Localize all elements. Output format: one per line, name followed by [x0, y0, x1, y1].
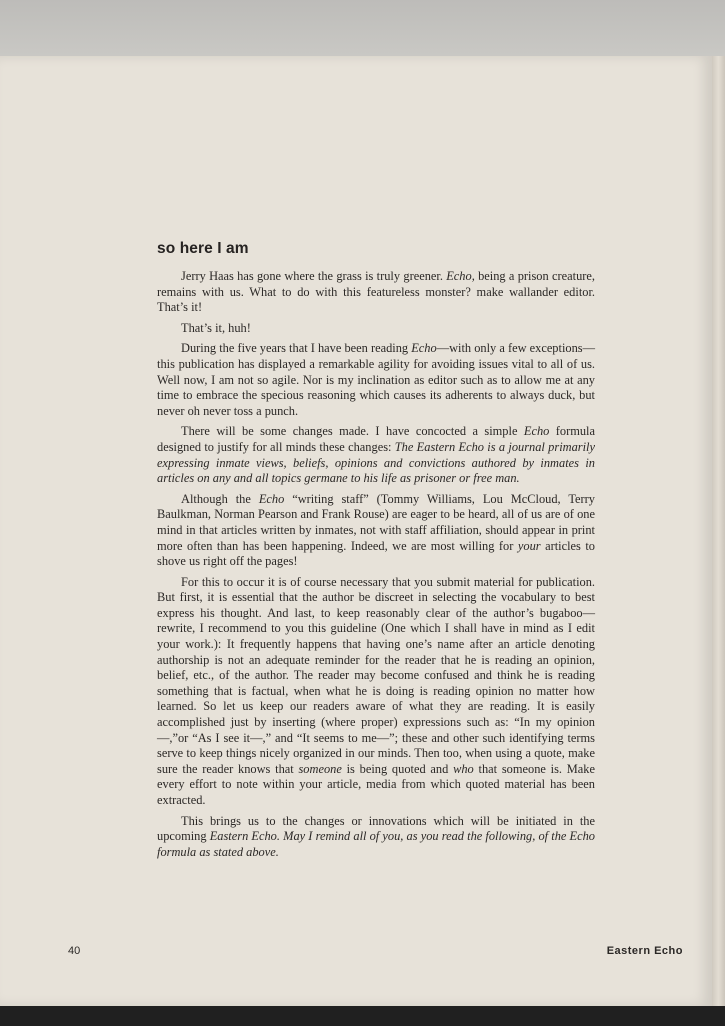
article [157, 240, 595, 865]
article-body [157, 269, 595, 860]
text-run: articles to shove us right off the pages! [157, 538, 596, 569]
article-paragraph [157, 321, 595, 337]
italic-text: who [453, 761, 474, 776]
text-run: During the five years that I have been reading [181, 341, 412, 356]
page-edge [712, 56, 725, 1006]
article-paragraph [157, 424, 595, 486]
article-paragraph [157, 341, 595, 419]
text-run: formula designed to justify for all minds these changes: [157, 424, 595, 454]
italic-text: The Eastern Echo is a journal primarily expressing inmate views, beliefs, opinions and convictions authored by inmates in articles on any and all topics germane to his life as prisoner or free man. [157, 439, 595, 486]
text-run: is being quoted and [341, 761, 454, 776]
text-run: For this to occur it is of course necessary that you submit material for publication. But first, it is essential that the author be discreet in selecting the vocabulary to best express his thought. And last, to keep reasonably clear of the author’s bugaboo—rewrite, I recommend to you this guideline (One which I shall have in mind as I edit your work.): It frequently happens that having one’s name after an article denoting authorship is not an adequate reminder for the reader that he is reading an opinion, belief, etc., of the author. The reader may become confused and think he is reading something that is factual, when what he is doing is reading opinion no matter how learned. So let us keep our readers aware of what they are reading. It is easily accomplished just by inserting (where proper) expressions such as: “In my opinion—,”or “As I see it—,” and “It seems to me—”; these and other such identifying terms serve to keep things nicely organized in our minds. Then too, when using a quote, make sure the reader knows that [157, 574, 595, 776]
italic-text: Echo [523, 424, 550, 439]
italic-text: someone [298, 761, 342, 776]
article-paragraph [157, 814, 595, 861]
italic-text: Echo [411, 341, 437, 356]
article-title: so here I am [157, 240, 249, 257]
text-run: Jerry Haas has gone where the grass is truly greener. [181, 269, 447, 283]
publication-name: Eastern Echo [606, 945, 683, 957]
italic-text: your [517, 538, 541, 553]
article-paragraph [157, 492, 595, 570]
italic-text: Echo, [446, 269, 475, 283]
scan-background-top [0, 0, 725, 56]
article-paragraph [157, 575, 595, 809]
text-run: There will be some changes made. I have concocted a simple [181, 424, 524, 439]
italic-text: Eastern Echo. [209, 829, 280, 844]
text-run: that someone is. Make every effort to note within your article, media from which quoted material has been extracted. [157, 761, 595, 807]
text-run: —with only a few exceptions—this publication has displayed a remarkable agility for avoiding issues vital to all of us. Well now, I am not so agile. Nor is my inclination as editor such as to allow me at any time to embrace the specious reasoning which causes its adherents to always duck, but never oh never toss a punch. [157, 341, 595, 418]
text-run: Although the [181, 491, 259, 506]
italic-text: May I remind all of you, as you read the following, of the Echo formula as stated above. [157, 829, 596, 859]
text-run: being a prison creature, remains with us. What to do with this featureless monster? make wallander editor. That’s it! [157, 269, 595, 315]
article-paragraph [157, 269, 595, 316]
italic-text: Echo [258, 491, 285, 506]
page-number: 40 [68, 945, 81, 957]
text-run: This brings us to the changes or innovations which will be initiated in the upcoming [157, 813, 595, 844]
text-run: “writing staff” (Tommy Williams, Lou McCloud, Terry Baulkman, Norman Pearson and Frank Rouse) are eager to be heard, all of us are of one mind in that articles written by inmates, not with staff affiliation, should appear in print more often than has been happening. Indeed, we are most willing for [157, 491, 595, 553]
scan-background-bottom [0, 1006, 725, 1026]
text-run: That’s it, huh! [181, 320, 251, 335]
